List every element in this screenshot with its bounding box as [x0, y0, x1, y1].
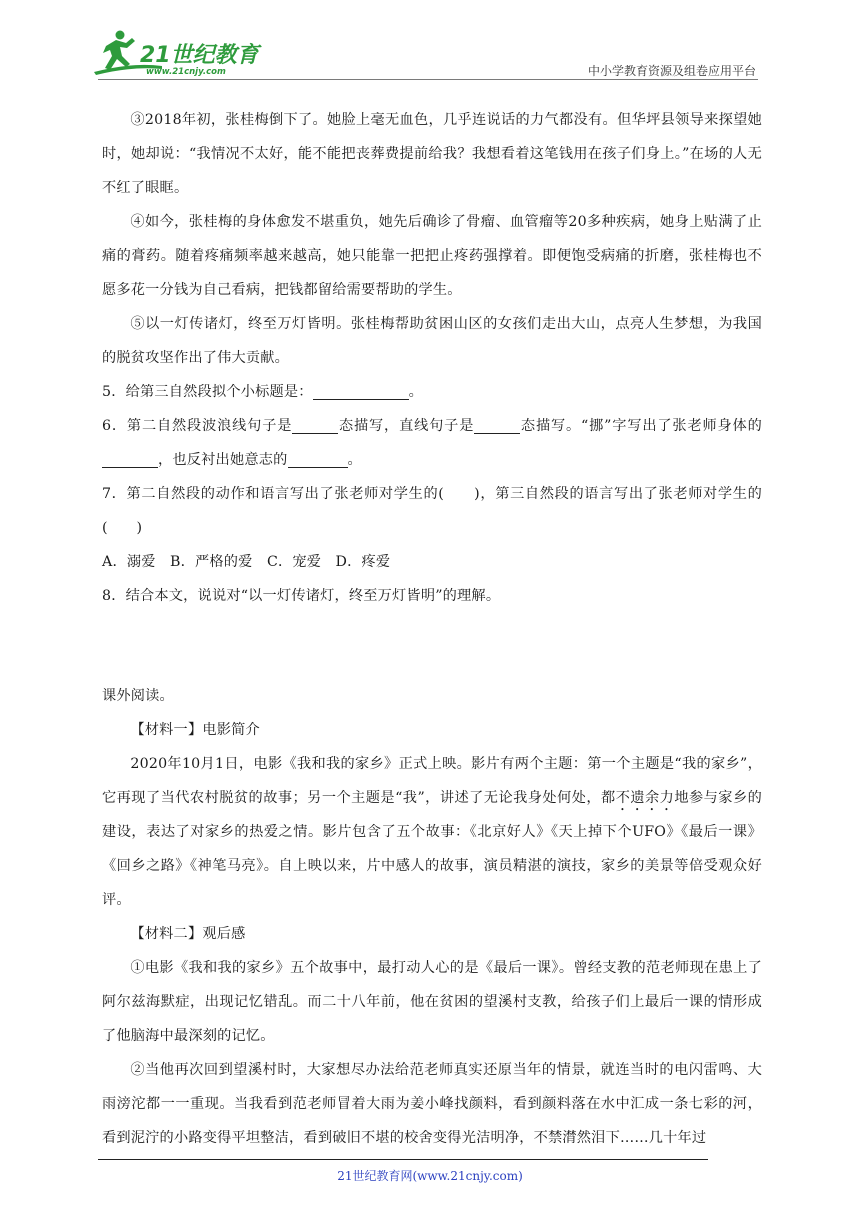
- material-1-title: 【材料一】电影简介: [130, 722, 260, 738]
- question-5: [102, 375, 762, 409]
- material-1-body: [102, 747, 762, 917]
- question-6-text-b: 态描写，直线句子是: [338, 418, 475, 434]
- paragraph-4: ④如今，张桂梅的身体愈发不堪重负，她先后确诊了骨瘤、血管瘤等20多种疾病，她身上贴满了止痛的膏药。随着疼痛频率越来越高，她只能靠一把把止疼药强撑着。即便饱受病痛的折磨，张桂梅也不愿多花一分钱为自己看病，把钱都留给需要帮助的学生。: [102, 214, 762, 298]
- answer-blank[interactable]: [313, 382, 409, 400]
- footer-source[interactable]: 21世纪教育网(www.21cnjy.com): [337, 1169, 523, 1183]
- answer-blank[interactable]: [102, 450, 158, 468]
- question-5-text: 5．给第三自然段拟个小标题是：: [102, 384, 313, 400]
- paragraph-3: ③2018年初，张桂梅倒下了。她脸上毫无血色，几乎连说话的力气都没有。但华坪县领导来探望她时，她却说：“我情况不太好，能不能把丧葬费提前给我？我想看着这笔钱用在孩子们身上。”在场的人无不红了眼眶。: [102, 112, 762, 196]
- question-6: [102, 409, 762, 477]
- question-6-text-a: 6．第二自然段波浪线句子是: [102, 418, 293, 434]
- question-5-end: 。: [408, 384, 424, 400]
- question-6-end: 。: [347, 452, 362, 468]
- footer-divider: [98, 1159, 708, 1160]
- logo-url-text: www.21cnjy.com: [146, 67, 226, 77]
- material-2-title: 【材料二】观后感: [130, 926, 246, 942]
- logo-21cnjy: [92, 26, 262, 78]
- document-body: [102, 103, 762, 1155]
- question-8: 8．结合本文，说说对“以一灯传诸灯，终至万灯皆明”的理解。: [102, 588, 501, 604]
- material-1-text-a: 2020年10月1日，电影《我和我的家乡》正式上映。影片有两个主题：第一个主题是“我的家乡”，它再现了当代农村脱贫的故事；另一个主题是“我”，讲述了无论我身处何处，都: [102, 756, 762, 806]
- question-6-text-d: ，也反衬出她意志的: [158, 452, 288, 468]
- answer-blank[interactable]: [474, 416, 520, 434]
- platform-title: 中小学教育资源及组卷应用平台: [587, 64, 756, 78]
- question-7: 7．第二自然段的动作和语言写出了张老师对学生的( )，第三自然段的语言写出了张老师对学生的( ): [102, 486, 762, 536]
- section-heading: 课外阅读。: [102, 688, 174, 704]
- header-divider: [98, 79, 758, 80]
- page-header: [0, 0, 860, 80]
- material-2-paragraph-2: ②当他再次回到望溪村时，大家想尽办法给范老师真实还原当年的情景，就连当时的电闪雷鸣、大雨滂沱都一一重现。当我看到范老师冒着大雨为姜小峰找颜料，看到颜料落在水中汇成一条七彩的河，看到泥泞的小路变得平坦整洁，看到破旧不堪的校舍变得光洁明净，不禁潸然泪下……几十年过: [102, 1062, 762, 1146]
- answer-blank[interactable]: [292, 416, 338, 434]
- material-2-paragraph-1: ①电影《我和我的家乡》五个故事中，最打动人心的是《最后一课》。曾经支教的范老师现在患上了阿尔兹海默症，出现记忆错乱。而二十八年前，他在贫困的望溪村支教，给孩子们上最后一课的情形成了他脑海中最深刻的记忆。: [102, 960, 762, 1044]
- question-7-options: A．溺爱 B．严格的爱 C．宠爱 D．疼爱: [102, 554, 391, 570]
- question-6-text-c: 态描写。“挪”字写出了张老师身体的: [520, 418, 762, 434]
- answer-blank[interactable]: [288, 450, 348, 468]
- material-1-text-b: 地参与家乡的建设，表达了对家乡的热爱之情。影片包含了五个故事：《北京好人》《天上掉下个UFO》《最后一课》《回乡之路》《神笔马亮》。自上映以来，片中感人的故事，演员精湛的演技，家乡的美景等倍受观众好评。: [102, 790, 762, 908]
- paragraph-5: ⑤以一灯传诸灯，终至万灯皆明。张桂梅帮助贫困山区的女孩们走出大山，点亮人生梦想，为我国的脱贫攻坚作出了伟大贡献。: [102, 316, 762, 366]
- spacer: [102, 613, 762, 679]
- emphasized-word: 不遗余力: [615, 790, 675, 806]
- logo-main-text: 21世纪教育: [140, 43, 259, 68]
